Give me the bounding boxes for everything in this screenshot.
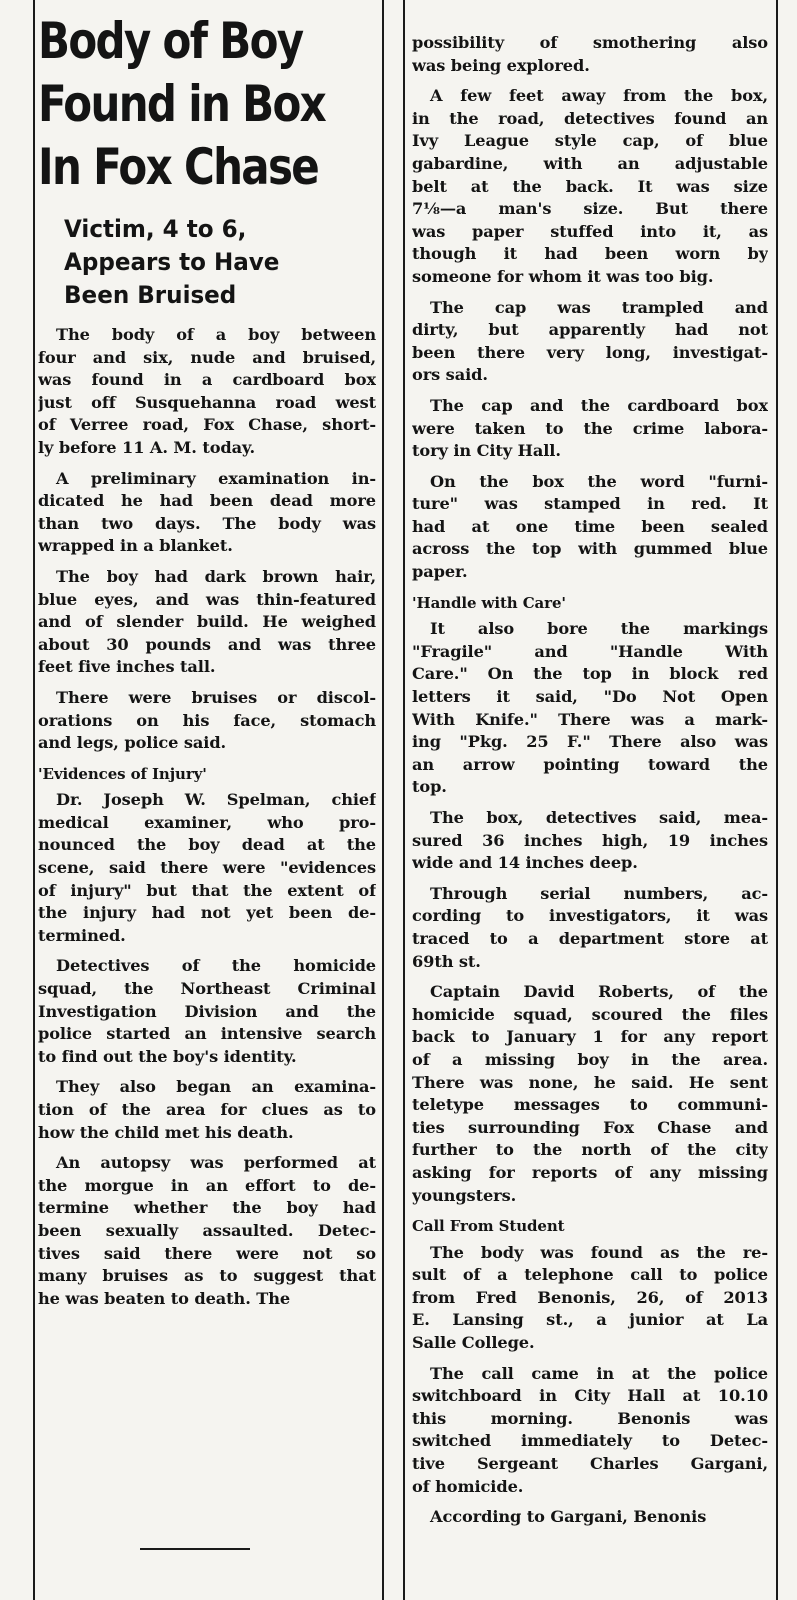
text-line: paper. [412, 562, 468, 582]
text-line: termined. [38, 925, 126, 945]
text-line: and of slender build. He weighed [38, 612, 376, 632]
left-column-rule [33, 0, 35, 1600]
text-line: orations on his face, stomach [38, 710, 376, 730]
text-line: belt at the back. It was size [412, 176, 768, 196]
paragraph [412, 807, 768, 875]
text-line: of a missing boy in the area. [412, 1049, 768, 1069]
text-line: scene, said there were "evidences [38, 858, 376, 878]
text-line: traced to a department store at [412, 928, 768, 948]
text-line: teletype messages to communi- [412, 1095, 768, 1115]
paragraph [38, 1152, 376, 1310]
headline-line: Found in Box [38, 75, 326, 133]
text-line: asking for reports of any missing [412, 1162, 768, 1182]
text-line: 7⅛—a man's size. But there [412, 199, 768, 219]
text-line: The call came in at the police [430, 1363, 768, 1383]
paragraph [412, 883, 768, 973]
text-line: were taken to the crime labora- [412, 418, 768, 438]
column-1-body [38, 324, 376, 1310]
text-line: across the top with gummed blue [412, 539, 768, 559]
paragraph [38, 324, 376, 460]
column-2 [412, 0, 768, 1537]
paragraph [38, 468, 376, 558]
text-line: about 30 pounds and was three [38, 634, 376, 654]
subheadline-line: Victim, 4 to 6, [64, 215, 247, 243]
text-line: youngsters. [412, 1185, 517, 1205]
text-line: ing "Pkg. 25 F." There also was [412, 732, 768, 752]
text-line: termine whether the boy had [38, 1198, 376, 1218]
text-line: The body of a boy between [56, 325, 376, 344]
text-line: four and six, nude and bruised, [38, 347, 376, 367]
text-line: back to January 1 for any report [412, 1027, 768, 1047]
end-rule [140, 1548, 250, 1550]
text-line: Ivy League style cap, of blue [412, 131, 768, 151]
text-line: someone for whom it was too big. [412, 266, 714, 286]
text-line: tive Sergeant Charles Gargani, [412, 1454, 768, 1474]
paragraph [412, 471, 768, 584]
text-line: many bruises as to suggest that [38, 1266, 376, 1286]
text-line: dirty, but apparently had not [412, 320, 768, 340]
text-line: had at one time been sealed [412, 516, 768, 536]
text-line: sured 36 inches high, 19 inches [412, 830, 768, 850]
text-line: The cap and the cardboard box [430, 395, 768, 415]
paragraph [412, 981, 768, 1207]
paragraph [412, 1506, 768, 1529]
text-line: switched immediately to Detec- [412, 1431, 768, 1451]
text-line: A preliminary examination in- [56, 468, 376, 488]
text-line: tives said there were not so [38, 1243, 376, 1263]
text-line: There were bruises or discol- [56, 687, 376, 707]
text-line: Captain David Roberts, of the [430, 982, 768, 1002]
text-line: A few feet away from the box, [430, 86, 768, 106]
text-line: how the child met his death. [38, 1122, 294, 1142]
text-line: Detectives of the homicide [56, 956, 376, 976]
text-line: been sexually assaulted. Detec- [38, 1220, 376, 1240]
text-line: According to Gargani, Benonis [430, 1507, 707, 1527]
text-line: tory in City Hall. [412, 441, 561, 461]
subheadline-line: Appears to Have [64, 248, 280, 276]
text-line: E. Lansing st., a junior at La [412, 1310, 768, 1330]
text-line: On the box the word "furni- [430, 471, 768, 491]
text-line: the injury had not yet been de- [38, 903, 376, 923]
column-2-body [412, 32, 768, 1529]
text-line: ties surrounding Fox Chase and [412, 1117, 768, 1137]
text-line: nounced the boy dead at the [38, 835, 376, 855]
text-line: though it had been worn by [412, 244, 768, 264]
text-line: tion of the area for clues as to [38, 1100, 376, 1119]
subheadline-line: Been Bruised [64, 281, 237, 309]
headline-line: Body of Boy [38, 12, 303, 70]
paragraph [412, 1242, 768, 1355]
text-line: top. [412, 777, 447, 797]
text-line: further to the north of the city [412, 1140, 768, 1160]
headline-line: In Fox Chase [38, 138, 319, 196]
text-line: from Fred Benonis, 26, of 2013 [412, 1287, 768, 1307]
paragraph [412, 85, 768, 288]
text-line: squad, the Northeast Criminal [38, 979, 376, 999]
section-subhead: 'Evidences of Injury' [38, 764, 207, 783]
text-line: The box, detectives said, mea- [430, 808, 768, 827]
paragraph [412, 618, 768, 799]
text-line: the morgue in an effort to de- [38, 1175, 376, 1195]
paragraph [412, 395, 768, 463]
text-line: and legs, police said. [38, 733, 227, 753]
right-column-rule [776, 0, 778, 1600]
text-line: The boy had dark brown hair, [56, 566, 376, 586]
text-line: Care." On the top in block red [412, 664, 768, 684]
text-line: was paper stuffed into it, as [412, 221, 768, 241]
text-line: to find out the boy's identity. [38, 1046, 297, 1066]
text-line: police started an intensive search [38, 1024, 376, 1044]
text-line: blue eyes, and was thin-featured [38, 589, 376, 609]
text-line: Dr. Joseph W. Spelman, chief [56, 790, 376, 810]
text-line: gabardine, with an adjustable [412, 153, 768, 173]
text-line: been there very long, investigat- [412, 342, 768, 362]
text-line: An autopsy was performed at [56, 1153, 376, 1173]
text-line: possibility of smothering also [412, 33, 768, 52]
paragraph [38, 955, 376, 1068]
text-line: he was beaten to death. The [38, 1288, 291, 1308]
text-line: 69th st. [412, 951, 481, 971]
text-line: ture" was stamped in red. It [412, 494, 768, 514]
text-line: ors said. [412, 365, 488, 385]
text-line: of injury" but that the extent of [38, 880, 376, 900]
middle-column-rule-right [403, 0, 405, 1600]
text-line: was being explored. [412, 55, 590, 75]
headline [38, 10, 326, 199]
paragraph [38, 687, 376, 755]
text-line: letters it said, "Do Not Open [412, 687, 768, 707]
text-line: feet five inches tall. [38, 657, 216, 677]
text-line: Through serial numbers, ac- [430, 883, 768, 903]
text-line: homicide squad, scoured the files [412, 1004, 768, 1024]
text-line: ly before 11 A. M. today. [38, 437, 255, 457]
text-line: Salle College. [412, 1333, 535, 1353]
text-line: wide and 14 inches deep. [412, 853, 638, 873]
text-line: wrapped in a blanket. [38, 536, 233, 556]
paragraph [412, 1363, 768, 1499]
paragraph [38, 789, 376, 947]
text-line: this morning. Benonis was [412, 1408, 768, 1428]
text-line: switchboard in City Hall at 10.10 [412, 1386, 768, 1406]
text-line: than two days. The body was [38, 513, 376, 533]
text-line: just off Susquehanna road west [38, 392, 376, 412]
text-line: It also bore the markings [430, 619, 768, 639]
paragraph [38, 566, 376, 679]
text-line: sult of a telephone call to police [412, 1265, 768, 1285]
text-line: of homicide. [412, 1476, 524, 1496]
text-line: "Fragile" and "Handle With [412, 641, 768, 661]
text-line: an arrow pointing toward the [412, 754, 768, 774]
text-line: dicated he had been dead more [38, 491, 376, 511]
paragraph [412, 32, 768, 77]
paragraph [412, 297, 768, 387]
section-subhead: 'Handle with Care' [412, 593, 566, 612]
section-subhead: Call From Student [412, 1217, 565, 1236]
text-line: cording to investigators, it was [412, 906, 768, 926]
column-1 [38, 0, 376, 1318]
subheadline [64, 213, 364, 312]
text-line: Investigation Division and the [38, 1001, 376, 1021]
text-line: of Verree road, Fox Chase, short- [38, 415, 376, 435]
paragraph [38, 1076, 376, 1144]
text-line: in the road, detectives found an [412, 108, 768, 128]
text-line: medical examiner, who pro- [38, 812, 376, 832]
text-line: The body was found as the re- [430, 1242, 768, 1262]
middle-column-rule-left [382, 0, 384, 1600]
text-line: There was none, he said. He sent [412, 1072, 768, 1092]
text-line: The cap was trampled and [430, 297, 768, 317]
text-line: With Knife." There was a mark- [412, 709, 768, 729]
text-line: was found in a cardboard box [38, 370, 376, 390]
text-line: They also began an examina- [56, 1077, 376, 1097]
